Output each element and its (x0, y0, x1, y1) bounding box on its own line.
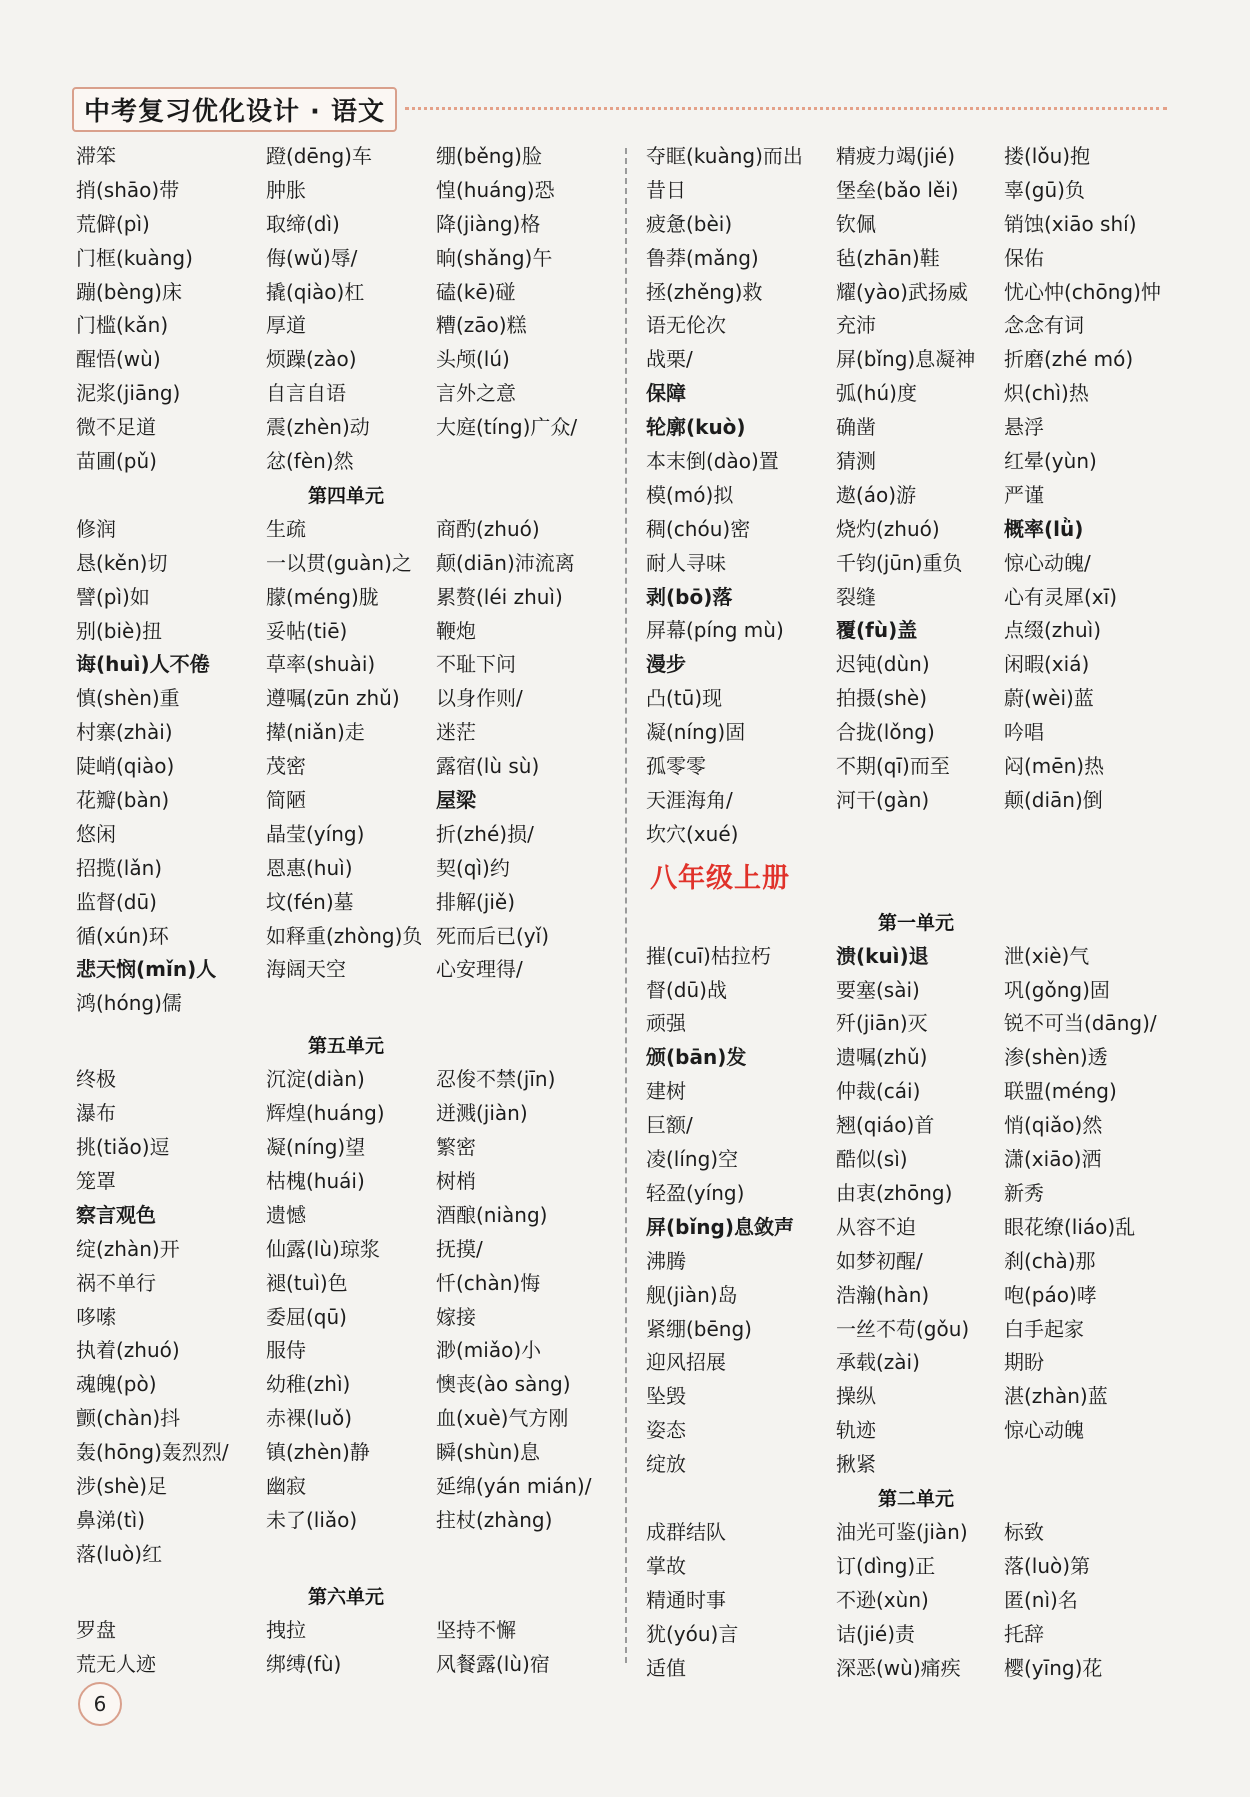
vocab-word: 门槛(kǎn) (76, 313, 169, 338)
vocab-word: 绽放 (646, 1452, 686, 1477)
vocab-word: 概率(lǜ) (1004, 516, 1084, 541)
vocab-word: 摧(cuī)枯拉朽 (646, 943, 771, 968)
vocab-word: 鲁莽(mǎng) (646, 245, 759, 270)
vocab-word: 商酌(zhuó) (436, 516, 540, 541)
vocab-word: 承载(zài) (836, 1350, 920, 1375)
vocab-word (836, 818, 1004, 852)
vocab-word: 期盼 (1004, 1350, 1044, 1375)
vocab-word: 夺眶(kuàng)而出 (646, 144, 803, 168)
vocab-word: 如释重(zhòng)负 (266, 923, 423, 948)
vocab-word: 搂(lǒu)抱 (1004, 144, 1091, 168)
vocab-word: 枯槐(huái) (266, 1168, 365, 1193)
vocab-word: 耐人寻味 (646, 550, 726, 575)
vocab-word (436, 445, 616, 479)
vocab-word: 剥(bō)落 (646, 584, 733, 609)
vocab-word: 惊心动魄 (1004, 1418, 1084, 1443)
vocab-word: 坠毁 (646, 1384, 686, 1409)
word-grid (646, 940, 1186, 1482)
vocab-word: 合拢(lǒng) (836, 720, 935, 745)
unit-heading: 第五单元 (307, 1035, 384, 1058)
vocab-word: 操纵 (836, 1384, 876, 1409)
vocab-word: 姿态 (646, 1418, 686, 1443)
vocab-word: 排解(jiě) (436, 889, 516, 914)
vocab-word: 深恶(wù)痛疾 (836, 1655, 961, 1680)
vocab-word: 保障 (646, 381, 686, 406)
vocab-word: 由衷(zhōng) (836, 1180, 953, 1205)
vocab-word: 遵嘱(zūn zhǔ) (266, 686, 400, 711)
vocab-word: 蹬(dēng)车 (266, 144, 372, 168)
vocab-word: 仙露(lù)琼浆 (266, 1236, 380, 1261)
vocab-word (436, 1538, 616, 1572)
vocab-word: 巩(gǒng)固 (1004, 977, 1110, 1002)
vocab-word: 浩瀚(hàn) (836, 1282, 930, 1307)
vocab-word: 取缔(dì) (266, 211, 340, 236)
vocab-word: 一丝不苟(gǒu) (836, 1316, 970, 1341)
unit-heading: 第六单元 (307, 1585, 384, 1608)
vocab-word: 招揽(lǎn) (76, 855, 163, 880)
vocab-word: 红晕(yùn) (1004, 449, 1097, 474)
vocab-word: 颁(bān)发 (646, 1045, 747, 1070)
vocab-word: 忿(fèn)然 (266, 449, 354, 474)
vocab-word (266, 987, 436, 1021)
vocab-word: 蔚(wèi)蓝 (1004, 686, 1094, 711)
vocab-word: 凝(níng)固 (646, 720, 746, 745)
vocab-word: 魂魄(pò) (76, 1372, 157, 1397)
vocab-word: 服侍 (266, 1338, 306, 1363)
vocab-word: 肿胀 (266, 177, 306, 202)
vocab-word: 苗圃(pǔ) (76, 449, 157, 474)
vocab-word: 涉(shè)足 (76, 1473, 168, 1498)
vocab-word: 祸不单行 (76, 1270, 156, 1295)
vocab-word: 悠闲 (76, 821, 116, 846)
vocab-word: 未了(liǎo) (266, 1507, 358, 1532)
vocab-word: 保佑 (1004, 245, 1044, 270)
vocab-word: 悲天悯(mǐn)人 (76, 957, 217, 982)
vocab-word: 鸿(hóng)儒 (76, 991, 182, 1016)
vocab-word: 本末倒(dào)置 (646, 449, 779, 474)
vocab-word: 销蚀(xiāo shí) (1004, 211, 1137, 236)
vocab-word: 毡(zhān)鞋 (836, 245, 940, 270)
vocab-word: 漫步 (646, 652, 686, 677)
vocab-word: 标致 (1004, 1519, 1044, 1544)
vocab-word: 悄(qiǎo)然 (1004, 1113, 1103, 1138)
vocab-word: 恩惠(huì) (266, 855, 353, 880)
vocab-word: 泄(xiè)气 (1004, 943, 1090, 968)
vocab-word: 犹(yóu)言 (646, 1621, 739, 1646)
vocab-word: 幼稚(zhì) (266, 1372, 351, 1397)
vocab-word: 覆(fù)盖 (836, 618, 918, 643)
vocab-word: 联盟(méng) (1004, 1079, 1117, 1104)
vocab-word: 凝(níng)望 (266, 1135, 366, 1160)
vocab-word: 终极 (76, 1067, 116, 1092)
vocab-word: 一以贯(guàn)之 (266, 550, 412, 575)
vocab-word: 闲暇(xiá) (1004, 652, 1090, 677)
vocab-word: 血(xuè)气方刚 (436, 1406, 569, 1431)
vocab-word: 辉煌(huáng) (266, 1101, 385, 1126)
vocab-word: 绷(běng)脸 (436, 144, 542, 168)
vocab-word: 坟(fén)墓 (266, 889, 354, 914)
vocab-word: 吟唱 (1004, 720, 1044, 745)
vocab-word: 充沛 (836, 313, 876, 338)
vocab-word: 监督(dū) (76, 889, 157, 914)
vocab-word: 挑(tiǎo)逗 (76, 1135, 170, 1160)
vocab-word: 烧灼(zhuó) (836, 516, 940, 541)
vocab-word: 匿(nì)名 (1004, 1587, 1078, 1612)
vocab-word: 仲裁(cái) (836, 1079, 921, 1104)
vocab-word: 糟(zāo)糕 (436, 313, 527, 338)
vocab-word: 以身作则/ (436, 686, 523, 711)
vocab-word: 简陋 (266, 788, 306, 813)
vocab-word: 拯(zhěng)救 (646, 279, 763, 304)
vocab-word (266, 1538, 436, 1572)
vocab-word: 荒僻(pì) (76, 211, 150, 236)
vocab-word: 樱(yīng)花 (1004, 1655, 1103, 1680)
vocab-word: 闷(mēn)热 (1004, 754, 1105, 779)
vocab-word: 折(zhé)损/ (436, 821, 534, 846)
vocab-word: 海阔天空 (266, 957, 346, 982)
vocab-word: 确凿 (836, 415, 876, 440)
book-title: 中考复习优化设计 · 语文 (72, 87, 397, 132)
vocab-word: 落(luò)红 (76, 1541, 163, 1566)
vocab-word: 遗憾 (266, 1202, 306, 1227)
vocab-word: 诘(jié)责 (836, 1621, 916, 1646)
vocab-word: 繁密 (436, 1135, 476, 1160)
vocab-word: 遗嘱(zhǔ) (836, 1045, 928, 1070)
vocab-word: 锐不可当(dāng)/ (1004, 1011, 1157, 1036)
vocab-word: 屏(bǐng)息凝神 (836, 347, 976, 372)
vocab-word: 捎(shāo)带 (76, 177, 180, 202)
column-divider (625, 148, 627, 1663)
vocab-word: 磕(kē)碰 (436, 279, 516, 304)
vocab-word (1004, 1448, 1186, 1482)
vocab-word: 烦躁(zào) (266, 347, 357, 372)
vocab-word: 大庭(tíng)广众/ (436, 415, 578, 440)
vocab-word: 抚摸/ (436, 1236, 483, 1261)
vocab-word: 天涯海角/ (646, 787, 733, 812)
vocab-word: 荒无人迹 (76, 1651, 156, 1676)
vocab-word: 悬浮 (1004, 415, 1044, 440)
vocab-word: 头颅(lú) (436, 347, 510, 372)
vocab-word: 诲(huì)人不倦 (76, 652, 210, 677)
vocab-word: 惶(huáng)恐 (436, 177, 555, 202)
vocab-word: 沉淀(diàn) (266, 1067, 365, 1092)
vocab-word: 渺(miǎo)小 (436, 1338, 542, 1363)
unit-heading: 第二单元 (877, 1487, 954, 1510)
vocab-word: 死而后已(yǐ) (436, 923, 549, 948)
page-number: 6 (78, 1682, 122, 1726)
vocab-word: 言外之意 (436, 381, 516, 406)
vocab-word: 千钧(jūn)重负 (836, 550, 963, 575)
vocab-word: 精通时事 (646, 1587, 726, 1612)
vocab-word: 钦佩 (836, 211, 876, 236)
vocab-word: 心安理得/ (436, 957, 523, 982)
vocab-word: 渗(shèn)透 (1004, 1045, 1108, 1070)
vocab-word: 油光可鉴(jiàn) (836, 1519, 968, 1544)
vocab-word: 忏(chàn)悔 (436, 1270, 541, 1295)
vocab-word: 托辞 (1004, 1621, 1044, 1646)
vocab-word: 炽(chì)热 (1004, 381, 1089, 406)
vocab-word: 刹(chà)那 (1004, 1248, 1096, 1273)
vocab-word: 疲惫(bèi) (646, 211, 733, 236)
header-dotted-rule (405, 107, 1167, 110)
vocab-word: 精疲力竭(jié) (836, 144, 956, 168)
vocab-word: 迟钝(dùn) (836, 652, 930, 677)
vocab-word: 生疏 (266, 516, 306, 541)
vocab-word: 拍摄(shè) (836, 686, 928, 711)
vocab-word: 语无伦次 (646, 313, 726, 338)
word-grid (76, 1063, 616, 1571)
vocab-word: 修润 (76, 516, 116, 541)
vocab-word: 凸(tū)现 (646, 686, 723, 711)
vocab-word: 罗盘 (76, 1617, 116, 1642)
vocab-word: 堡垒(bǎo lěi) (836, 177, 959, 202)
vocab-word: 委屈(qū) (266, 1304, 347, 1329)
vocab-word: 轮廓(kuò) (646, 415, 746, 440)
vocab-word: 恳(kěn)切 (76, 550, 168, 575)
vocab-word: 花瓣(bàn) (76, 788, 170, 813)
vocab-word: 晌(shǎng)午 (436, 245, 553, 270)
vocab-word: 舰(jiàn)岛 (646, 1282, 738, 1307)
vocab-word: 要塞(sài) (836, 977, 920, 1002)
vocab-word: 白手起家 (1004, 1316, 1084, 1341)
vocab-word: 猜测 (836, 449, 876, 474)
vocab-word: 轻盈(yíng) (646, 1180, 745, 1205)
vocab-word: 树梢 (436, 1168, 476, 1193)
page-header (72, 88, 397, 130)
vocab-word: 念念有词 (1004, 313, 1084, 338)
vocab-word: 笼罩 (76, 1168, 116, 1193)
vocab-word: 酷似(sì) (836, 1147, 908, 1172)
vocab-word: 新秀 (1004, 1180, 1044, 1205)
vocab-word: 翘(qiáo)首 (836, 1113, 935, 1138)
vocab-word: 褪(tuì)色 (266, 1270, 348, 1295)
vocab-word (436, 987, 616, 1021)
vocab-word: 辜(gū)负 (1004, 177, 1085, 202)
vocab-word: 蹦(bèng)床 (76, 279, 182, 304)
unit-heading: 第一单元 (877, 911, 954, 934)
vocab-word: 适值 (646, 1655, 686, 1680)
vocab-word: 别(biè)扭 (76, 618, 163, 643)
vocab-word: 泥浆(jiāng) (76, 381, 181, 406)
vocab-word: 咆(páo)哮 (1004, 1282, 1097, 1307)
vocab-word: 契(qì)约 (436, 855, 510, 880)
vocab-word: 哆嗦 (76, 1304, 116, 1329)
vocab-word: 懊丧(ào sàng) (436, 1372, 571, 1397)
vocab-word: 巨额/ (646, 1113, 693, 1138)
vocab-word: 震(zhèn)动 (266, 415, 370, 440)
vocab-word: 忍俊不禁(jīn) (436, 1067, 556, 1092)
vocab-word: 督(dū)战 (646, 977, 727, 1002)
vocab-word: 迸溅(jiàn) (436, 1101, 528, 1126)
vocab-word: 撬(qiào)杠 (266, 279, 365, 304)
vocab-word: 镇(zhèn)静 (266, 1440, 370, 1465)
vocab-word: 坎穴(xué) (646, 821, 739, 846)
vocab-word: 溃(kuì)退 (836, 943, 929, 968)
vocab-word: 颤(chàn)抖 (76, 1406, 181, 1431)
vocab-word: 落(luò)第 (1004, 1553, 1091, 1578)
vocab-word: 弧(hú)度 (836, 381, 917, 406)
vocab-word: 累赘(léi zhuì) (436, 584, 563, 609)
vocab-word: 从容不迫 (836, 1214, 916, 1239)
vocab-word: 严谨 (1004, 482, 1044, 507)
vocab-word: 河干(gàn) (836, 787, 930, 812)
vocab-word: 撵(niǎn)走 (266, 720, 365, 745)
word-grid (76, 140, 616, 479)
vocab-word: 自言自语 (266, 381, 346, 406)
vocab-word: 醒悟(wù) (76, 347, 161, 372)
vocab-word: 颠(diān)沛流离 (436, 550, 575, 575)
vocab-word: 绑缚(fù) (266, 1651, 342, 1676)
vocab-word: 循(xún)环 (76, 923, 169, 948)
vocab-word: 屏(bǐng)息敛声 (646, 1214, 795, 1239)
vocab-word: 耀(yào)武扬威 (836, 279, 968, 304)
vocab-word: 妥帖(tiē) (266, 618, 348, 643)
vocab-word: 轨迹 (836, 1418, 876, 1443)
vocab-word: 草率(shuài) (266, 652, 376, 677)
word-grid (76, 513, 616, 1021)
word-grid (646, 1516, 1186, 1685)
vocab-word: 屏幕(píng mù) (646, 618, 784, 643)
vocab-word: 执着(zhuó) (76, 1338, 180, 1363)
vocab-word: 凌(líng)空 (646, 1147, 739, 1172)
vocab-word: 昔日 (646, 177, 686, 202)
vocab-word: 拽拉 (266, 1617, 306, 1642)
vocab-word: 顽强 (646, 1011, 686, 1036)
vocab-word: 折磨(zhé mó) (1004, 347, 1134, 372)
vocab-word: 潇(xiāo)洒 (1004, 1147, 1102, 1172)
vocab-word: 瀑布 (76, 1101, 116, 1126)
vocab-word: 成群结队 (646, 1519, 726, 1544)
left-column (76, 140, 616, 1681)
vocab-word: 颠(diān)倒 (1004, 787, 1103, 812)
vocab-word: 察言观色 (76, 1202, 156, 1227)
vocab-word: 沸腾 (646, 1248, 686, 1273)
vocab-word (1004, 818, 1186, 852)
vocab-word: 村寨(zhài) (76, 720, 173, 745)
vocab-word: 屋梁 (436, 788, 476, 813)
vocab-word: 歼(jiān)灭 (836, 1011, 928, 1036)
vocab-word: 惊心动魄/ (1004, 550, 1091, 575)
vocab-word: 露宿(lù sù) (436, 754, 540, 779)
vocab-word: 譬(pì)如 (76, 584, 150, 609)
vocab-word: 降(jiàng)格 (436, 211, 541, 236)
vocab-word: 湛(zhàn)蓝 (1004, 1384, 1108, 1409)
vocab-word: 忧心忡(chōng)忡 (1004, 279, 1161, 304)
vocab-word: 晶莹(yíng) (266, 821, 365, 846)
vocab-word: 厚道 (266, 313, 306, 338)
vocab-word: 揪紧 (836, 1452, 876, 1477)
vocab-word: 建树 (646, 1079, 686, 1104)
vocab-word: 稠(chóu)密 (646, 516, 751, 541)
vocab-word: 不期(qī)而至 (836, 754, 950, 779)
vocab-word: 迷茫 (436, 720, 476, 745)
vocab-word: 模(mó)拟 (646, 482, 734, 507)
vocab-word: 门框(kuàng) (76, 245, 193, 270)
vocab-word: 绽(zhàn)开 (76, 1236, 180, 1261)
vocab-word: 延绵(yán mián)/ (436, 1473, 592, 1498)
vocab-word: 拄杖(zhàng) (436, 1507, 553, 1532)
vocab-word: 战栗/ (646, 347, 693, 372)
vocab-word: 如梦初醒/ (836, 1248, 923, 1273)
vocab-word: 鼻涕(tì) (76, 1507, 146, 1532)
vocab-word: 掌故 (646, 1553, 686, 1578)
vocab-word: 朦(méng)胧 (266, 584, 379, 609)
vocab-word: 风餐露(lù)宿 (436, 1651, 550, 1676)
vocab-word: 滞笨 (76, 144, 116, 168)
vocab-word: 孤零零 (646, 754, 706, 779)
vocab-word: 裂缝 (836, 584, 876, 609)
vocab-word: 微不足道 (76, 415, 156, 440)
vocab-word: 心有灵犀(xī) (1004, 584, 1117, 609)
vocab-word: 侮(wǔ)辱/ (266, 245, 358, 270)
vocab-word: 瞬(shùn)息 (436, 1440, 541, 1465)
vocab-word: 订(dìng)正 (836, 1553, 936, 1578)
unit-heading: 第四单元 (307, 484, 384, 507)
vocab-word: 紧绷(bēng) (646, 1316, 752, 1341)
vocab-word: 迎风招展 (646, 1350, 726, 1375)
vocab-word: 轰(hōng)轰烈烈/ (76, 1440, 229, 1465)
vocab-word: 陡峭(qiào) (76, 754, 175, 779)
vocab-word: 眼花缭(liáo)乱 (1004, 1214, 1136, 1239)
vocab-word: 不逊(xùn) (836, 1587, 929, 1612)
vocab-word: 幽寂 (266, 1473, 306, 1498)
right-column (646, 140, 1186, 1685)
vocab-word: 慎(shèn)重 (76, 686, 180, 711)
vocab-word: 嫁接 (436, 1304, 476, 1329)
vocab-word: 酒酿(niàng) (436, 1202, 548, 1227)
word-grid (646, 140, 1186, 852)
vocab-word: 茂密 (266, 754, 306, 779)
vocab-word: 点缀(zhuì) (1004, 618, 1102, 643)
vocab-word: 鞭炮 (436, 618, 476, 643)
vocab-word: 不耻下问 (436, 652, 516, 677)
vocab-word: 遨(áo)游 (836, 482, 917, 507)
vocab-word: 赤裸(luǒ) (266, 1406, 353, 1431)
word-grid (76, 1614, 616, 1682)
vocab-word: 坚持不懈 (436, 1617, 516, 1642)
grade-title: 八年级上册 (650, 862, 790, 894)
